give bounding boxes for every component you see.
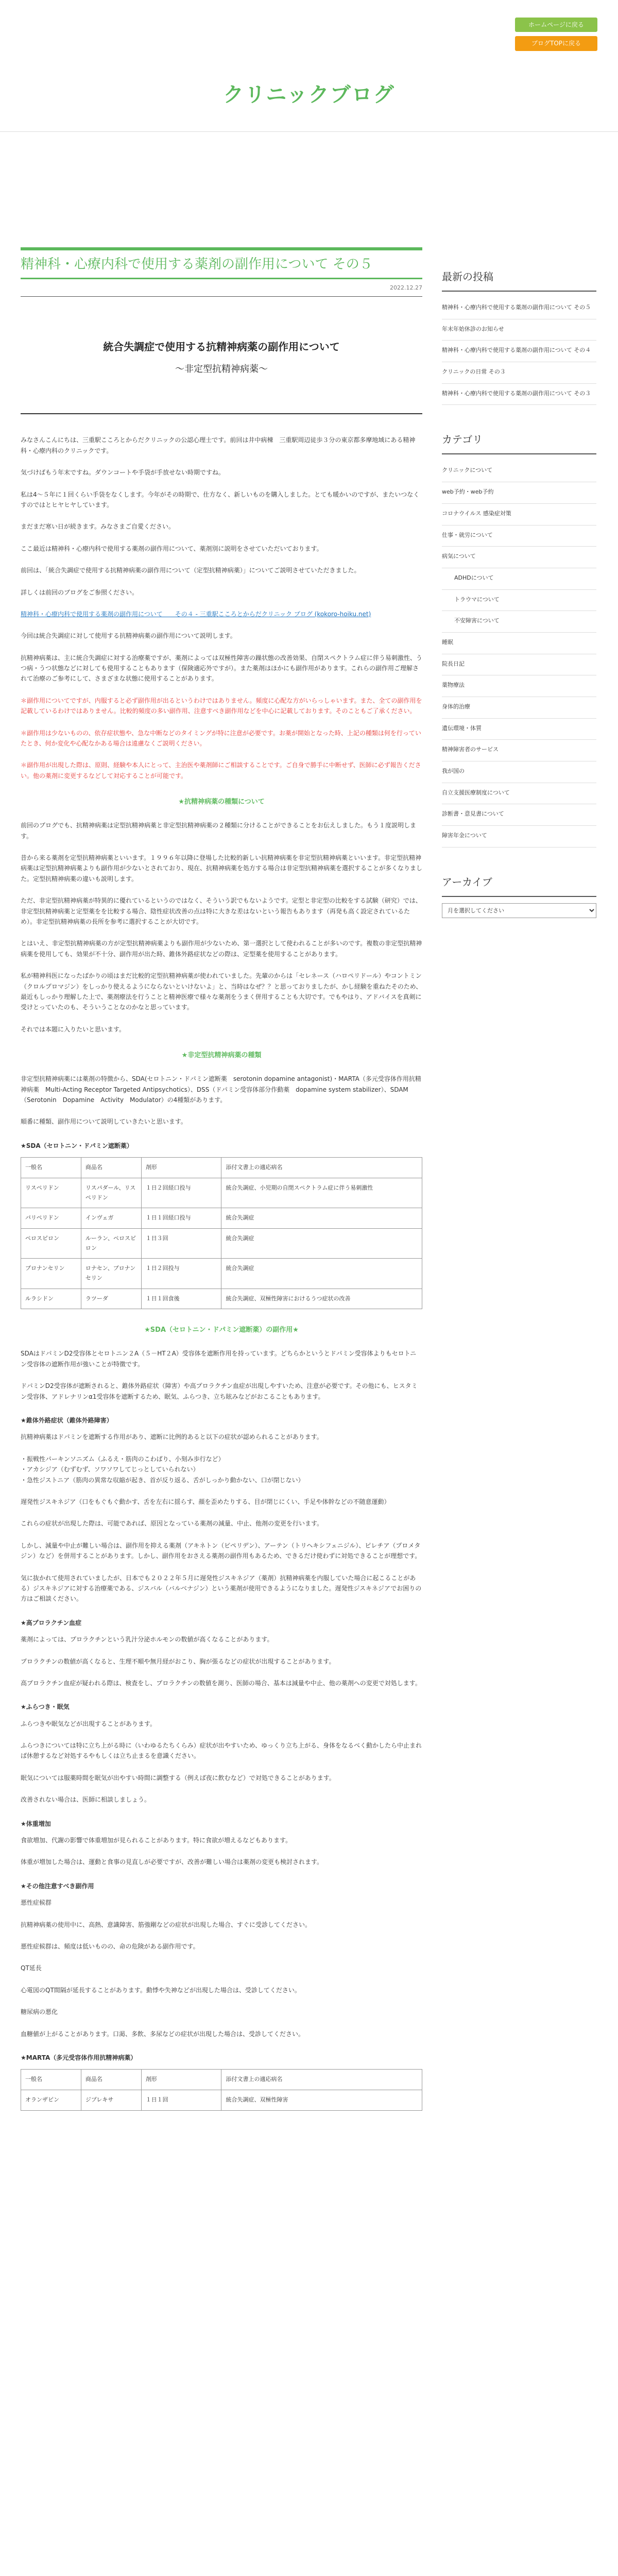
table-header-cell: 一般名 xyxy=(21,1158,81,1178)
archive xyxy=(442,873,596,918)
home-page-button[interactable]: ホームページに戻る xyxy=(515,18,597,32)
article-heading-main: 統合失調症で使用する抗精神病薬の副作用について xyxy=(103,340,340,353)
category-link[interactable]: 障害年金について xyxy=(442,826,596,848)
category-link[interactable]: 遺伝環境・体質 xyxy=(442,719,596,740)
category-link[interactable]: web予約・web予約 xyxy=(442,482,596,504)
categories-title: カテゴリ xyxy=(442,433,483,446)
section-heading: ★抗精神病薬の種類について xyxy=(178,798,265,806)
table-header-cell: 商品名 xyxy=(81,1158,141,1178)
table-cell: 統合失調症 xyxy=(221,1228,422,1258)
table-cell: リスパダール、リスペリドン xyxy=(81,1178,141,1208)
post-divider xyxy=(21,296,422,297)
side-effect-item: QT延長 xyxy=(21,1964,42,1972)
table-cell: ルーラン、ペロスピロン xyxy=(81,1228,141,1258)
sidebar-divider xyxy=(442,291,596,292)
sda-table xyxy=(21,1157,422,1309)
table-cell: 統合失調症 xyxy=(221,1208,422,1229)
table-row xyxy=(21,1178,422,1208)
blog-top-button[interactable]: ブログTOPに戻る xyxy=(515,36,597,50)
table-cell: １日２回経口投与 xyxy=(141,1178,221,1208)
category-link[interactable]: 薬物療法 xyxy=(442,675,596,697)
table-cell: １日１回食後 xyxy=(141,1289,221,1309)
table-cell: 統合失調症、双極性障害におけるうつ症状の改善 xyxy=(221,1289,422,1309)
category-link[interactable]: 病気について xyxy=(442,547,596,568)
table-cell: オランザピン xyxy=(21,2090,81,2111)
section-heading: ★SDA（セロトニン・ドパミン遮断薬）の副作用★ xyxy=(144,1326,299,1334)
section-paragraph: 気に抜かれて使用されていましたが、日本でも２０２２年５月に遅発性ジスキネジア（薬剤）抗精神病薬を内服していた場合に起こることがある）ジスキネジアに対する治療薬である、ジスバル（バルベナジン）という薬剤が使用できるようになりました。遅発性ジスキネジアでお困りの方はご相談ください。 xyxy=(21,1574,422,1603)
table-cell: ペロスピロン xyxy=(21,1228,81,1258)
subcategory-link[interactable]: ADHDについて xyxy=(442,568,596,590)
categories xyxy=(442,431,596,847)
marta-heading: ★MARTA（多元受容体作用抗精神病薬） xyxy=(21,2054,137,2061)
intro-paragraph: 私は4〜５年に１回くらい手袋をなくします。今年がその時期で、仕方なく、新しいものを購入しました。とても暖かいのですが、またいつなくすのではとヒヤヒヤしています。 xyxy=(21,490,420,509)
category-link[interactable]: 仕事・就労について xyxy=(442,526,596,547)
section-paragraph: 抗精神病薬はドパミンを遮断する作用があり、遮断に比例的あると以下の症状が認められることがあります。 xyxy=(21,1433,323,1441)
archive-title: アーカイブ xyxy=(442,875,492,888)
side-effect-item: 心電図のQT間隔が延長することがあります。動悸や失神などが出現した場合は、受診してください。 xyxy=(21,1986,301,1994)
intro-paragraph: 気づけばもう年末ですね。ダウンコートや手袋が手放せない時期ですね。 xyxy=(21,469,225,477)
category-link[interactable]: 院長日記 xyxy=(442,654,596,676)
previous-post-detail: 詳しくは前回のブログをご参照ください。 xyxy=(21,588,139,596)
table-cell: リスペリドン xyxy=(21,1178,81,1208)
table-cell: 統合失調症 xyxy=(221,1259,422,1289)
side-effect-item: 抗精神病薬の使用中に、高熱、意識障害、筋強剛などの症状が出現した場合、すぐに受診してください。 xyxy=(21,1921,312,1928)
section-paragraph: 体重が増加した場合は、運動と食事の見直しが必要ですが、改善が難しい場合は薬剤の変更も検討されます。 xyxy=(21,1858,323,1866)
table-header-cell: 添付文書上の適応病名 xyxy=(221,1158,422,1178)
recent-posts xyxy=(442,268,596,405)
subcategory-link[interactable]: 不安障害について xyxy=(442,611,596,633)
article-divider xyxy=(21,413,422,414)
table-cell: １日１回経口投与 xyxy=(141,1208,221,1229)
recent-posts-title: 最新の投稿 xyxy=(442,270,493,283)
intro-paragraph: みなさんこんにちは、三重駅こころとからだクリニックの公認心理士です。前回は井中病棟 三重駅周辺徒歩３分の東京都多摩地域にある精神科・心療内科のクリニックです。 xyxy=(21,436,416,454)
sidebar-divider xyxy=(442,896,596,897)
table-header-cell: 剤形 xyxy=(141,2070,221,2090)
section-paragraph: とはいえ、非定型抗精神病薬の方が定型抗精神病薬よりも副作用が少ないため、第一選択として使われることが多いのです。複数の非定型抗精神病薬を使用しても、効果が不十分、副作用が出た時、錐体外路症状などの際は、定型薬を使用することがあります。 xyxy=(21,940,422,958)
section-paragraph: 昔から来る薬剤を定型抗精神病薬といいます。１９９６年以降に登場した比較的新しい抗精神病薬を非定型抗精神病薬といいます。非定型抗精神病薬は定型抗精神病薬よりも副作用が少ないとされており、現在、抗精神病薬を処方する場合は非定型抗精神病薬を選択することが多くなりました。定型抗精神病薬の違いも説明します。 xyxy=(21,854,423,883)
section-paragraph: 食欲増加、代謝の影響で体重増加が見られることがあります。特に食欲が増えるなどもあります。 xyxy=(21,1837,292,1844)
category-link[interactable]: クリニックについて xyxy=(442,461,596,482)
table-header-cell: 商品名 xyxy=(81,2070,141,2090)
section-paragraph: 眠気については服薬時間を眠気が出やすい時間に調整する（例えば夜に飲むなど）で対処できることがあります。 xyxy=(21,1774,335,1782)
recent-post-link[interactable]: 年末年始休診のお知らせ xyxy=(442,319,596,341)
symptom-list: ・振戦性パーキンソニズム（ふるえ・筋肉のこわばり、小刻み歩行など） ・アカシジア（むずむず、ソワソワしてじっとしていられない） ・急性ジストニア（筋肉の異常な収縮が起き、首が反り返る、舌がしっかり動かない、口が閉じない） xyxy=(21,1455,304,1484)
post-date: 2022.12.27 xyxy=(390,284,422,292)
section-paragraph: 私が精神科医になったばかりの頃はまだ比較的定型抗精神病薬が使われていました。先輩のからは「セレネース（ハロペリドール）やコントミン（クロルプロマジン）をしっかり使えるようにならないといけないよ」と、当時はなぜ？？と思っておりましたが、かし経験を重ねたそのため、最近もしっかり理解した上で、薬剤療法を行うことと精神医療で様々な薬剤をうまく併用することも大切です。でもやはり、アドバイスを真剣に受けとっていたのも、そういうことなのかなと思っています。 xyxy=(21,972,422,1011)
section-paragraph: SDAはドパミンD2受容体とセロトニン２A（５－HT２A）受容体を遮断作用を持っています。どちらかというとドパミン受容体よりもセロトニン受容体の遮断作用が強いことが特徴です。 xyxy=(21,1350,417,1368)
category-link[interactable]: 自立支援医療制度について xyxy=(442,783,596,805)
section-heading: ★非定型抗精神病薬の種類 xyxy=(181,1052,262,1060)
section-paragraph: しかし、減量や中止が難しい場合は、副作用を抑える薬剤（アキネトン（ビペリデン）、アーテン（トリヘキシフェニジル）、ピレチア（プロメタジン）など）を併用することがあります。しかし、副作用をおさえる薬剤の副作用もあるため、できるだけ使わずに対処できることが理想です。 xyxy=(21,1541,421,1560)
sda-heading: ★SDA（セロトニン・ドパミン遮断薬） xyxy=(21,1142,133,1149)
table-row xyxy=(21,1208,422,1229)
archive-select[interactable] xyxy=(442,903,596,918)
recent-post-link[interactable]: 精神科・心療内科で使用する薬剤の副作用について その５ xyxy=(442,298,596,319)
intro-paragraph: ここ最近は精神科・心療内科で使用する薬剤の副作用について、薬剤別に説明をさせていただいております。 xyxy=(21,545,323,552)
side-effect-item: 血糖値が上がることがあります。口渇、多飲、多尿などの症状が出現した場合は、受診してください。 xyxy=(21,2030,305,2038)
section-paragraph: それでは本題に入りたいと思います。 xyxy=(21,1025,126,1033)
previous-post-link[interactable]: 精神科・心療内科で使用する薬剤の副作用について その４ - 三重駅こころとからだクリニック ブログ (kokoro-hoiku.net) xyxy=(21,610,371,618)
side-effect-item: 糖尿病の悪化 xyxy=(21,2008,58,2016)
table-cell: １日３回 xyxy=(141,1228,221,1258)
table-cell: ブロナンセリン xyxy=(21,1259,81,1289)
table-row xyxy=(21,1289,422,1309)
table-header-row xyxy=(21,1158,422,1178)
section-paragraph: ただ、非定型抗精神病薬が特異的に優れているというのではなく、そういう訳でもないようです。定型と非定型の比較をする試験（研究）では、非定型抗精神病薬と定型薬をを比較する場合、陰性症状改善の点は特に大きな差はないという報告もあります（再発も高く設定されているため）。非定型抗精神病薬の長所を参考に選択することが大切です。 xyxy=(21,897,422,926)
warning-note: ＊副作用が出現した際は、原則、経験や本人にとって、主治医や薬剤師にご相談することです。ご自身で勝手に中断せず、医師に必ず報告ください。他の薬剤に変更するなどして対応することが可能です。 xyxy=(21,761,421,779)
recent-post-link[interactable]: クリニックの日常 その３ xyxy=(442,362,596,384)
section-paragraph: ふらつきについては特に立ち上がる時に（いわゆるたちくらみ）症状が出やすいため、ゆっくり立ち上がる、身体をなるべく動かしたら中止まれば休憩するなど対処するやもしくは立ち止まるを意識ください。 xyxy=(21,1742,422,1760)
table-header-cell: 添付文書上の適応病名 xyxy=(221,2070,422,2090)
section-paragraph: ドパミンD2受容体が遮断されると、錐体外路症状（障害）や高プロラクチン血症が出現しやすいため、注意が必要です。その他にも、ヒスタミン受容体、アドレナリンα1受容体を遮断するため、眠気、ふらつき、立ち眩みなどがおこることもあります。 xyxy=(21,1382,418,1400)
recent-post-link[interactable]: 精神科・心療内科で使用する薬剤の副作用について その４ xyxy=(442,341,596,362)
warning-note: ＊副作用は少ないものの、依存症状態や、急な中断などのタイミングが特に注意が必要です。お薬が開始となった時、上記の種類は何を行っていたとき、何か変化や心配なかある場合は遠慮なくご説明ください。 xyxy=(21,729,421,748)
table-header-row xyxy=(21,2070,422,2090)
category-link[interactable]: 睡眠 xyxy=(442,633,596,654)
table-cell: １日２回投与 xyxy=(141,1259,221,1289)
subcategory-link[interactable]: トラウマについて xyxy=(442,590,596,612)
marta-table xyxy=(21,2069,422,2110)
section-paragraph: ふらつきや眠気などが出現することがあります。 xyxy=(21,1720,156,1727)
category-link[interactable]: 身体的治療 xyxy=(442,697,596,719)
section-paragraph: プロラクチンの数値が高くなると、生理不順や無月経がおこり、胸が張るなどの症状が出現することがあります。 xyxy=(21,1657,335,1665)
table-cell: ジプレキサ xyxy=(81,2090,141,2111)
category-link[interactable]: 我が国の xyxy=(442,761,596,783)
intro-paragraph: まだまだ寒い日が続きます。みなさまご自愛ください。 xyxy=(21,523,175,531)
section-paragraph: 遅発性ジスキネジア（口をもぐもぐ動かす、舌を左右に揺らす、顔を歪めたりする、目が閉じにくい、手足や体幹などの不随意運動） xyxy=(21,1498,390,1505)
table-row xyxy=(21,1228,422,1258)
warning-note: ＊副作用についてですが、内服すると必ず副作用が出るというわけではありません。頻度に心配な方がいらっしゃいます。また、全ての副作用を記載しているわけではありません。比較的頻度の多い副作用、注意すべき副作用などを中心に記載しております。そのこともご了承ください。 xyxy=(21,697,422,715)
sidebar xyxy=(442,268,596,944)
site-title[interactable]: クリニックブログ xyxy=(223,83,395,107)
table-cell: インヴェガ xyxy=(81,1208,141,1229)
article-heading xyxy=(21,338,422,378)
section-paragraph: 非定型抗精神病薬には薬剤の特徴から、SDA(セロトニン・ドパミン遮断薬 serotonin dopamine antagonist)・MARTA（多元受容体作用抗精神病薬 Multi-Acting Receptor Targeted Antipsychotics）、DSS（ドパミン受容体部分作動薬 dopamine system stabilizer）、SDAM（Serotonin Dopamine Activity Modulator）の4種類があります。 xyxy=(21,1075,421,1104)
recent-post-link[interactable]: 精神科・心療内科で使用する薬剤の副作用について その３ xyxy=(442,384,596,405)
dizziness-heading: ★ふらつき・眠気 xyxy=(21,1703,70,1711)
table-cell: 統合失調症、双極性障害 xyxy=(221,2090,422,2111)
category-link[interactable]: 精神障害者のサービス xyxy=(442,740,596,761)
side-effect-item: 悪性症候群 xyxy=(21,1899,52,1907)
main-content xyxy=(21,247,422,2124)
section-paragraph: 前回のブログでも、抗精神病薬は定型抗精神病薬と非定型抗精神病薬の２種類に分けることができることをお伝えしました。もう１度説明します。 xyxy=(21,822,417,840)
post-title: 精神科・心療内科で使用する薬剤の副作用について その５ xyxy=(21,247,422,279)
table-cell: パリペリドン xyxy=(21,1208,81,1229)
category-link[interactable]: 診断書・意見書について xyxy=(442,804,596,826)
other-side-effects-heading: ★その他注意すべき副作用 xyxy=(21,1882,94,1890)
top-buttons xyxy=(515,18,597,55)
category-link[interactable]: コロナウイルス 感染症対策 xyxy=(442,504,596,526)
previous-post-paragraph: 前回は、「統合失調症で使用する抗精神病薬の副作用について（定型抗精神病薬）」についてご説明させていただきました。 xyxy=(21,567,360,574)
table-row xyxy=(21,1259,422,1289)
table-header-cell: 一般名 xyxy=(21,2070,81,2090)
body-paragraph: 抗精神病薬は、主に統合失調症に対する治療薬ですが、薬剤によっては双極性障害の躁状態の改善効果、自閉スペクトラム症に伴う易刺激性、うつ病・うつ状態などに対しても使用することもあります（保険適応外ですが）。また薬剤はほかにも副作用があります。これらの副作用ご理解されて治療のご参考にして、さまざまな状態に使用することがあります。 xyxy=(21,654,422,683)
weight-heading: ★体重増加 xyxy=(21,1820,51,1827)
table-cell: ルラシドン xyxy=(21,1289,81,1309)
article-heading-sub: 〜非定型抗精神病薬〜 xyxy=(175,363,268,375)
section-paragraph: 改善されない場合は、医師に相談しましょう。 xyxy=(21,1796,151,1804)
section-paragraph: これらの症状が出現した際は、可能であれば、原因となっている薬剤の減量、中止、他剤の変更を行います。 xyxy=(21,1520,323,1528)
section-paragraph: 順番に種類、副作用について説明していきたいと思います。 xyxy=(21,1118,187,1126)
section-paragraph: 高プロラクチン血症が疑われる際は、検査をし、プロラクチンの数値を測り、医師の場合、基本は減量や中止、他の薬剤への変更で対処します。 xyxy=(21,1679,421,1687)
section-paragraph: 薬剤によっては、プロラクチンという乳汁分泌ホルモンの数値が高くなることがあります。 xyxy=(21,1636,273,1643)
table-cell: ラツーダ xyxy=(81,1289,141,1309)
sidebar-divider xyxy=(442,453,596,454)
table-header-cell: 剤形 xyxy=(141,1158,221,1178)
eps-heading: ★錐体外路症状（錐体外路障害） xyxy=(21,1417,113,1425)
today-topic: 今回は統合失調症に対して使用する抗精神病薬の副作用について説明します。 xyxy=(21,632,236,640)
header-divider xyxy=(0,131,618,132)
side-effect-item: 悪性症候群は、頻度は低いものの、命の危険がある副作用です。 xyxy=(21,1942,199,1950)
table-cell: 統合失調症、小児期の自閉スペクトラム症に伴う易刺激性 xyxy=(221,1178,422,1208)
prolactin-heading: ★高プロラクチン血症 xyxy=(21,1619,82,1626)
table-cell: １日１回 xyxy=(141,2090,221,2111)
table-row xyxy=(21,2090,422,2111)
table-cell: ロナセン、ブロナンセリン xyxy=(81,1259,141,1289)
